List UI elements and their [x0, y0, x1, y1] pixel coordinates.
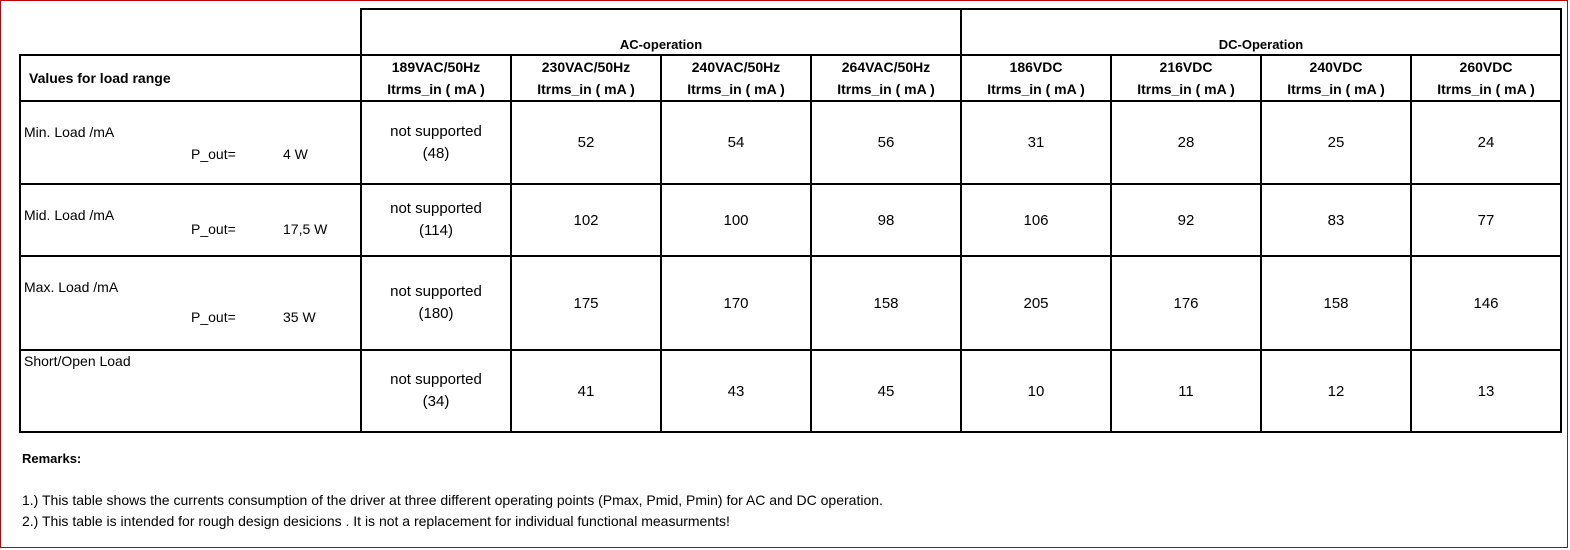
table-cell: 10 [961, 350, 1111, 432]
column-voltage: 230VAC/50Hz [541, 59, 631, 75]
column-unit: Itrms_in ( mA ) [987, 81, 1085, 97]
column-unit: Itrms_in ( mA ) [687, 81, 785, 97]
table-cell: 25 [1261, 101, 1411, 184]
column-header-row [20, 55, 1561, 101]
row-header [20, 101, 361, 184]
table-cell: 146 [1411, 256, 1561, 350]
group-header-row [20, 9, 1561, 55]
column-voltage: 186VDC [1009, 59, 1063, 75]
current-consumption-table [19, 8, 1562, 433]
column-unit: Itrms_in ( mA ) [837, 81, 935, 97]
table-row [20, 101, 1561, 184]
remarks-title: Remarks: [22, 451, 82, 466]
p-out-label: P_out= [191, 221, 236, 237]
column-voltage: 189VAC/50Hz [391, 59, 481, 75]
not-supported-value: (114) [419, 222, 453, 239]
table-cell: 102 [511, 184, 661, 256]
table-cell [361, 350, 511, 432]
group-dc-operation: DC-Operation [961, 9, 1561, 55]
table-cell: 43 [661, 350, 811, 432]
column-header [1111, 55, 1261, 101]
table-cell: 158 [1261, 256, 1411, 350]
column-voltage: 216VDC [1159, 59, 1213, 75]
row-header [20, 256, 361, 350]
row-label: Max. Load /mA [24, 279, 119, 295]
table-cell: 11 [1111, 350, 1261, 432]
table-cell: 24 [1411, 101, 1561, 184]
table-row [20, 256, 1561, 350]
remark-note-1: 1.) This table shows the currents consumption of the driver at three different operating points (Pmax, Pmid, Pmin) for AC and DC operation. [22, 492, 883, 508]
table-cell: 158 [811, 256, 961, 350]
table-cell: 54 [661, 101, 811, 184]
p-out-label: P_out= [191, 309, 236, 325]
table-cell: 175 [511, 256, 661, 350]
table-cell [361, 184, 511, 256]
table-cell: 176 [1111, 256, 1261, 350]
table-cell: 98 [811, 184, 961, 256]
table-cell: 28 [1111, 101, 1261, 184]
column-header [661, 55, 811, 101]
column-header [1261, 55, 1411, 101]
column-unit: Itrms_in ( mA ) [387, 81, 485, 97]
remark-note-2: 2.) This table is intended for rough design desicions . It is not a replacement for individual functional measurments! [22, 513, 730, 529]
group-ac-operation: AC-operation [361, 9, 961, 55]
table-row [20, 184, 1561, 256]
table-cell: 31 [961, 101, 1111, 184]
table-cell [361, 101, 511, 184]
table-cell: 41 [511, 350, 661, 432]
table-cell: 77 [1411, 184, 1561, 256]
table-cell: 12 [1261, 350, 1411, 432]
p-out-label: P_out= [191, 146, 236, 162]
column-header [1411, 55, 1561, 101]
not-supported-text: not supported [390, 200, 482, 217]
not-supported-text: not supported [390, 283, 482, 300]
table-cell: 13 [1411, 350, 1561, 432]
row-label: Mid. Load /mA [24, 207, 115, 223]
table-cell: 52 [511, 101, 661, 184]
row-header [20, 350, 361, 432]
column-header [511, 55, 661, 101]
column-voltage: 240VAC/50Hz [691, 59, 781, 75]
table-cell: 100 [661, 184, 811, 256]
row-label: Short/Open Load [24, 353, 131, 369]
table-cell: 170 [661, 256, 811, 350]
column-header [361, 55, 511, 101]
table-cell: 106 [961, 184, 1111, 256]
column-unit: Itrms_in ( mA ) [537, 81, 635, 97]
column-unit: Itrms_in ( mA ) [1137, 81, 1235, 97]
table-cell: 92 [1111, 184, 1261, 256]
not-supported-text: not supported [390, 371, 482, 388]
row-header [20, 184, 361, 256]
p-out-value: 35 W [283, 309, 316, 325]
column-header [811, 55, 961, 101]
column-voltage: 260VDC [1459, 59, 1513, 75]
table-cell [361, 256, 511, 350]
column-header [961, 55, 1111, 101]
column-unit: Itrms_in ( mA ) [1437, 81, 1535, 97]
values-for-load-range-label: Values for load range [20, 55, 361, 101]
not-supported-value: (48) [422, 144, 450, 162]
column-unit: Itrms_in ( mA ) [1287, 81, 1385, 97]
column-voltage: 240VDC [1309, 59, 1363, 75]
table-cell: 45 [811, 350, 961, 432]
table-row [20, 350, 1561, 432]
p-out-value: 17,5 W [283, 221, 328, 237]
column-voltage: 264VAC/50Hz [841, 59, 931, 75]
not-supported-value: (180) [418, 305, 454, 322]
table-cell: 56 [811, 101, 961, 184]
blank-corner [20, 9, 361, 55]
row-label: Min. Load /mA [24, 124, 115, 140]
table-cell: 205 [961, 256, 1111, 350]
not-supported-text: not supported [390, 122, 482, 140]
p-out-value: 4 W [283, 146, 308, 162]
table-cell: 83 [1261, 184, 1411, 256]
not-supported-value: (34) [422, 393, 450, 410]
